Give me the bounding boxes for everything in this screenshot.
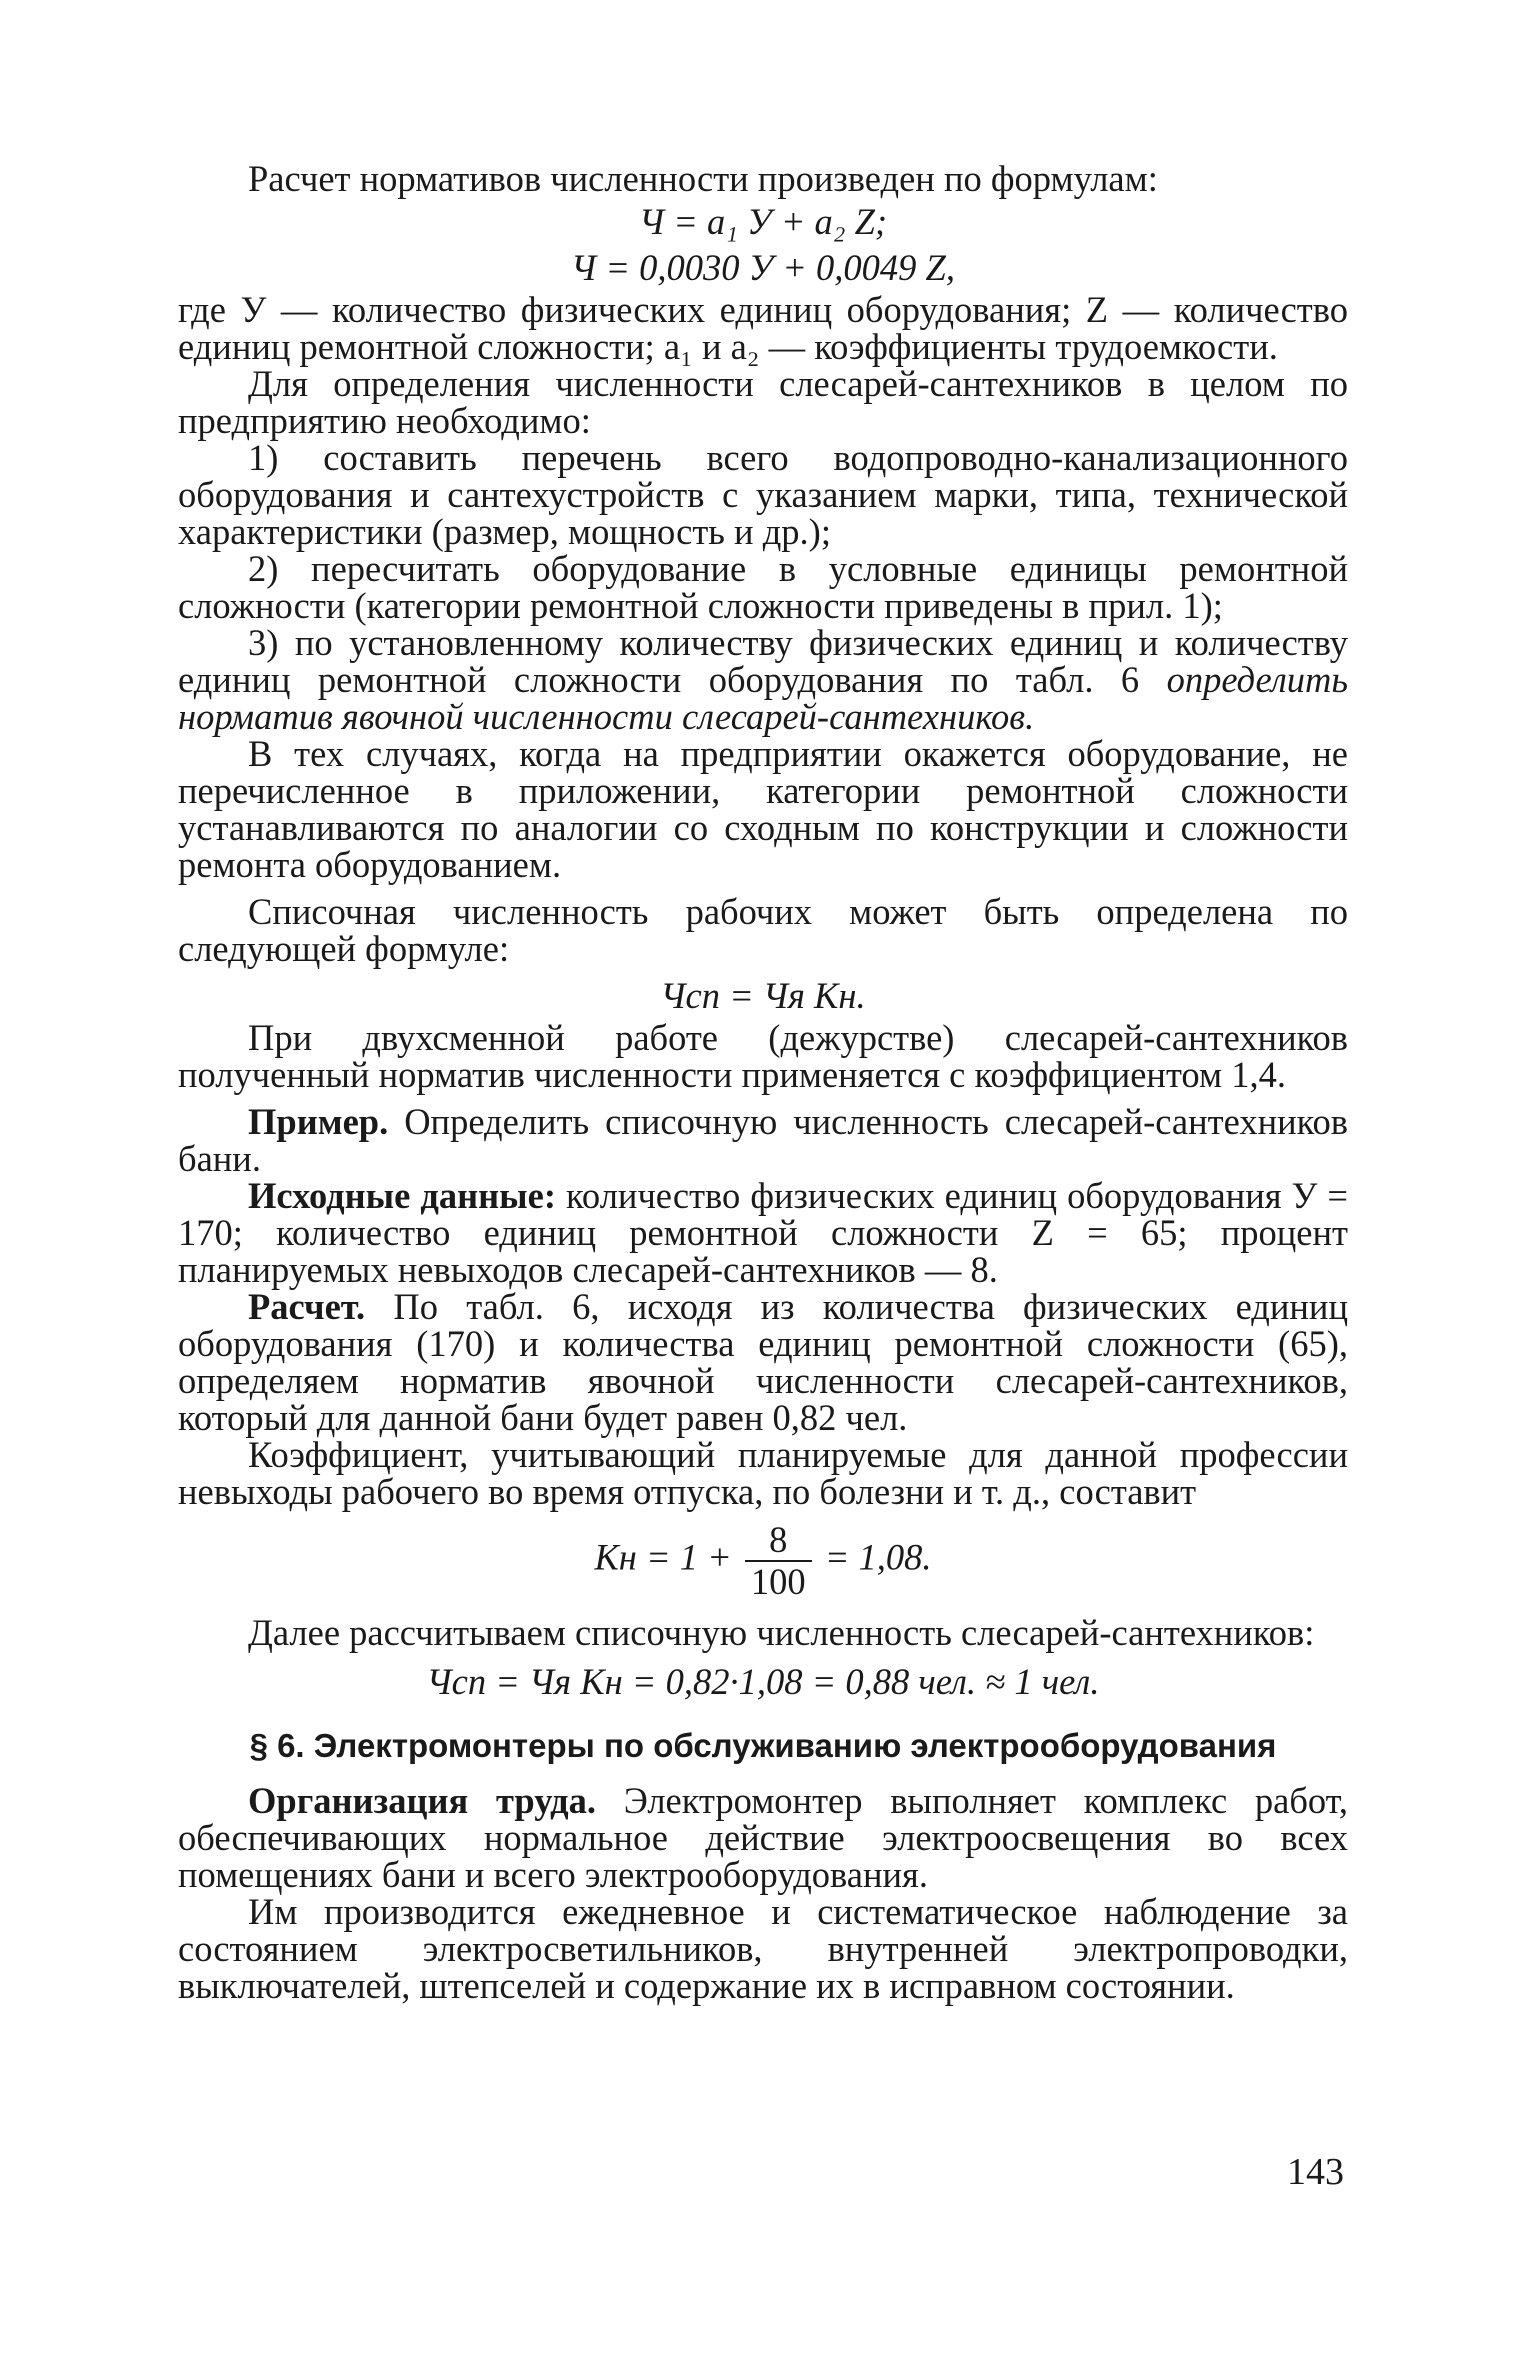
step-3-italic: определить норматив явочной численности слесарей-сантехников.	[178, 659, 1348, 737]
step-2: 2) пересчитать оборудование в условные единицы ремонтной сложности (категории ремонтной сложности приведены в прил. 1);	[178, 548, 1348, 626]
last-paragraph: Им производится ежедневное и систематическое наблюдение за состоянием электросветильников, внутренней электропроводки, выключателей, штепселей и содержание их в исправном состоянии.	[178, 1891, 1348, 2006]
org-text: Электромонтер выполняет комплекс работ, обеспечивающих нормальное действие электроосвещения во всех помещениях бани и всего электрооборудования.	[178, 1780, 1348, 1895]
formula-fraction	[745, 1520, 812, 1602]
fraction-numerator: 8	[745, 1520, 812, 1562]
example-text: Определить списочную численность слесарей-сантехников бани.	[178, 1101, 1348, 1179]
further-paragraph: Далее рассчитываем списочную численность слесарей-сантехников:	[248, 1612, 1315, 1653]
section-heading: § 6. Электромонтеры по обслуживанию электрооборудования	[249, 1727, 1277, 1764]
example-paragraph	[178, 1103, 1348, 1177]
step-3-text: 3) по установленному количеству физических единиц и количеству единиц ремонтной сложности оборудования по табл. 6	[178, 622, 1348, 700]
formula-general: Ч = a₁ У + a₂ Z;	[638, 201, 888, 242]
cases-paragraph: В тех случаях, когда на предприятии окажется оборудование, не перечисленное в приложении, категории ремонтной сложности устанавливаются по аналогии со сходным по конструкции и сложности ремонта оборудованием.	[178, 733, 1348, 885]
formula-coef-right: = 1,08.	[824, 1536, 932, 1578]
intro-paragraph: Расчет нормативов численности произведен по формулам:	[248, 158, 1158, 199]
where-paragraph: где У — количество физических единиц оборудования; Z — количество единиц ремонтной сложности; a₁ и a₂ — коэффициенты трудоемкости.	[178, 289, 1348, 367]
step-1: 1) составить перечень всего водопроводно-канализационного оборудования и сантехустройств с указанием марки, типа, технической характеристики (размер, мощность и др.);	[178, 437, 1348, 552]
formula-numeric: Ч = 0,0030 У + 0,0049 Z,	[571, 247, 955, 288]
calc-label: Расчет.	[248, 1286, 366, 1327]
source-label: Исходные данные:	[248, 1175, 557, 1216]
formula-coefficient	[178, 1520, 1348, 1602]
calc-paragraph	[178, 1288, 1348, 1436]
need-paragraph: Для определения численности слесарей-сантехников в целом по предприятию необходимо:	[178, 363, 1348, 441]
coef-paragraph: Коэффициент, учитывающий планируемые для данной профессии невыходы рабочего во время отпуска, по болезни и т. д., составит	[178, 1434, 1348, 1512]
two-shift-paragraph: При двухсменной работе (дежурстве) слесарей-сантехников полученный норматив численности применяется с коэффициентом 1,4.	[178, 1017, 1348, 1095]
source-data-paragraph	[178, 1177, 1348, 1288]
formula-coef-left: Kн = 1 +	[594, 1536, 732, 1578]
text-column	[178, 160, 1348, 2004]
organization-paragraph	[178, 1782, 1348, 1893]
formula-list-count: Чсп = Чя Kн.	[660, 975, 866, 1016]
fraction-denominator: 100	[750, 1561, 806, 1602]
source-text: количество физических единиц оборудования У = 170; количество единиц ремонтной сложности Z = 65; процент планируемых невыходов слесарей-сантехников — 8.	[178, 1175, 1348, 1290]
calc-text: По табл. 6, исходя из количества физических единиц оборудования (170) и количества единиц ремонтной сложности (65), определяем норматив явочной численности слесарей-сантехников, который для данной бани будет равен 0,82 чел.	[178, 1286, 1348, 1438]
example-label: Пример.	[248, 1101, 389, 1142]
org-label: Организация труда.	[248, 1780, 596, 1821]
page-number: 143	[1287, 2151, 1344, 2193]
formula-result: Чсп = Чя Kн = 0,82·1,08 = 0,88 чел. ≈ 1 чел.	[426, 1661, 1100, 1702]
list-count-paragraph: Списочная численность рабочих может быть определена по следующей формуле:	[178, 891, 1348, 969]
step-3	[178, 624, 1348, 735]
